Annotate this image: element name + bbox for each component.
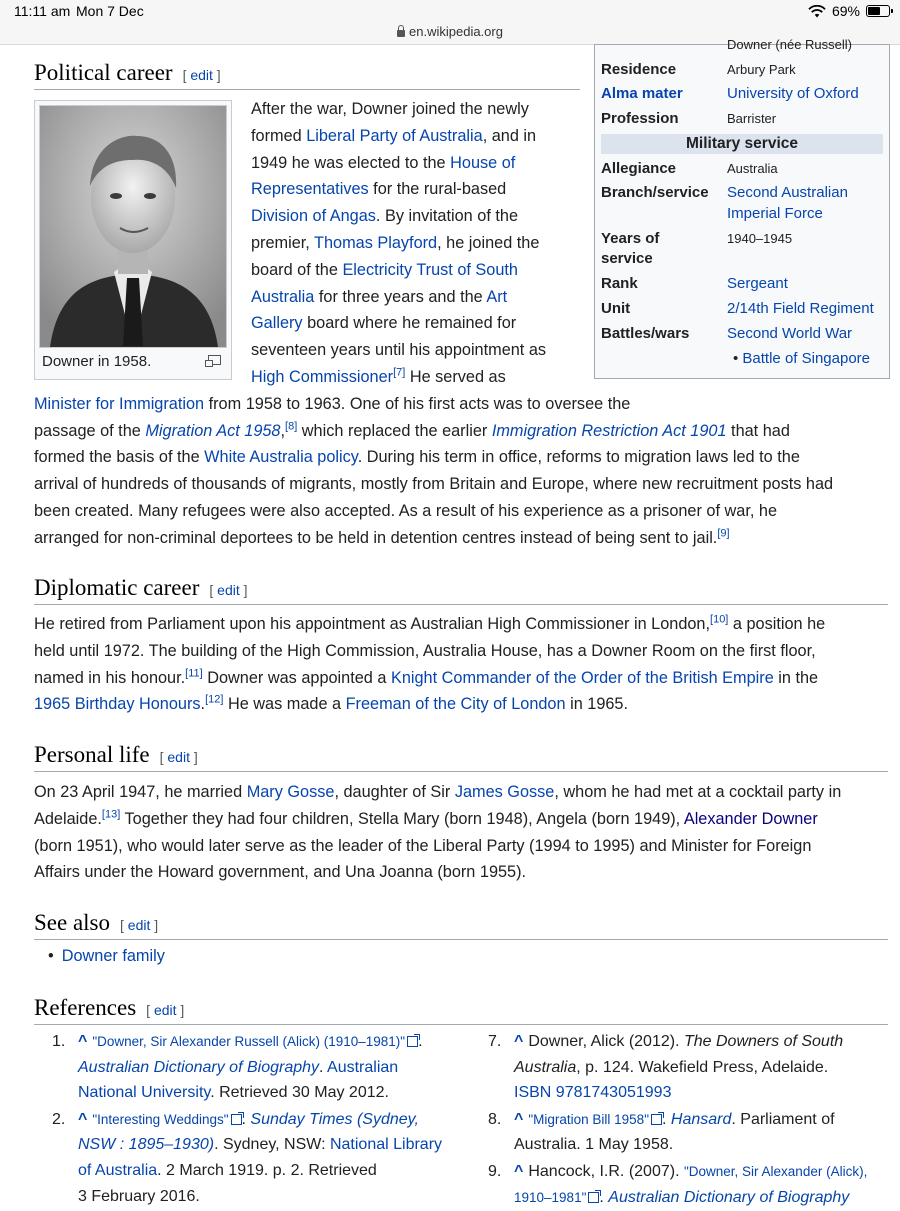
battery-icon (866, 5, 890, 17)
text-line: board of the Electricity Trust of South (251, 260, 518, 279)
external-link-icon (651, 1114, 662, 1125)
see-also-downer-family[interactable]: Downer family (61, 947, 165, 965)
text-line: seventeen years until his appointment as (251, 341, 547, 360)
reference-line: Australia, p. 124. Wakefield Press, Adelaide. (514, 1058, 829, 1076)
heading-text: Political career (34, 60, 173, 85)
wiki-link-italic[interactable]: Immigration Restriction Act 1901 (491, 421, 727, 440)
heading-text: See also (34, 910, 111, 935)
wiki-link[interactable]: Division of Angas (251, 207, 376, 226)
reference-line: ^ "Downer, Sir Alexander Russell (Alick) (1910–1981)" . (78, 1033, 423, 1050)
text-line: Division of Angas. By invitation of the (251, 207, 518, 226)
text-line: He retired from Parliament upon his appointment as Australian High Commissioner in London,[10] a position he (34, 613, 826, 633)
text-line: Affairs under the Howard government, and Una Joanna (born 1955). (34, 863, 527, 882)
citation (185, 667, 203, 679)
wiki-link-italic[interactable]: Hansard (670, 1110, 732, 1128)
references-list-right (470, 1029, 890, 1211)
wiki-link-italic[interactable]: Australian Dictionary of Biography (608, 1188, 850, 1206)
reference-item (470, 1107, 890, 1158)
backlink-caret[interactable]: ^ (78, 1110, 88, 1128)
text-line: held until 1972. The building of the High Commission, Australia House, has a Downer Room on the first floor, (34, 641, 816, 660)
status-bar (0, 0, 900, 22)
infobox-value: 1940–1945 (727, 231, 793, 246)
citation (710, 614, 728, 626)
citation (205, 694, 223, 706)
edit-diplomatic-career[interactable]: edit (217, 582, 240, 598)
citation (285, 420, 297, 432)
text-line: premier, Thomas Playford, he joined the (251, 233, 540, 252)
reference-line: ^ "Migration Bill 1958" . Hansard. Parliament of (514, 1110, 835, 1128)
text-line: Gallery board where he remained for (251, 314, 517, 333)
reference-line: National University. Retrieved 30 May 2012. (78, 1084, 389, 1102)
wiki-link[interactable]: Australian (327, 1058, 399, 1076)
text-line: arranged for non-criminal deportees to be held in detention centres instead of being sent to jail.[9] (34, 527, 730, 547)
status-right (808, 3, 890, 19)
wiki-link-italic[interactable]: Sunday Times (Sydney, (250, 1110, 419, 1128)
heading-text: References (34, 995, 137, 1020)
reference-line: Australian Dictionary of Biography. Australian (78, 1058, 399, 1076)
wiki-link[interactable]: Art (486, 287, 508, 306)
reference-line (514, 1080, 890, 1106)
infobox-label: Profession (601, 110, 679, 127)
text-line: 1949 he was elected to the House of (251, 153, 516, 172)
wiki-link-italic[interactable]: Migration Act 1958 (145, 421, 281, 440)
wiki-link[interactable]: Australia (251, 287, 315, 306)
text-line: After the war, Downer joined the newly (251, 100, 529, 118)
reference-number: 7. (488, 1033, 502, 1050)
edit-personal-life[interactable]: edit (167, 749, 190, 765)
edit-see-also[interactable]: edit (127, 917, 151, 933)
wiki-link[interactable]: Thomas Playford (314, 233, 438, 252)
text-line: been created. Many refugees were also accepted. As a result of his experience as a prisoner of war, he (34, 501, 778, 520)
infobox-cut-text: Downer (née Russell) (727, 37, 852, 52)
backlink-caret[interactable]: ^ (514, 1033, 524, 1050)
paragraph-political-career (34, 96, 894, 552)
battery-percent: 69% (831, 3, 860, 19)
wiki-link[interactable]: Knight Commander of the Order of the British Empire (390, 668, 774, 687)
citation-link[interactable]: [9] (717, 527, 730, 540)
infobox-bullet: • Battle of Singapore (733, 350, 871, 367)
list-item (48, 947, 165, 966)
edit-link-container: [ edit ] (159, 749, 198, 765)
heading-references (34, 995, 888, 1025)
reference-number: 1. (52, 1033, 66, 1050)
reference-line: NSW : 1895–1930). Sydney, NSW: National Library (78, 1136, 443, 1154)
edit-link-container: [ edit ] (182, 67, 221, 83)
citation-link[interactable]: [7] (393, 366, 406, 379)
infobox-value-link[interactable]: Second World War (727, 325, 853, 342)
infobox-value-link[interactable]: Battle of Singapore (742, 350, 871, 367)
url-domain[interactable]: en.wikipedia.org (409, 24, 503, 39)
wiki-link[interactable]: Electricity Trust of South (342, 260, 518, 279)
citation-link[interactable]: [8] (285, 420, 298, 433)
reference-number: 9. (488, 1162, 502, 1180)
heading-text: Diplomatic career (34, 575, 200, 600)
reference-line: Australia. 1 May 1958. (514, 1136, 674, 1154)
heading-text: Personal life (34, 742, 150, 767)
wiki-link[interactable]: ISBN 9781743051993 (514, 1084, 672, 1102)
heading-diplomatic-career (34, 575, 888, 605)
external-link-icon (588, 1192, 599, 1203)
wiki-link[interactable]: House of (450, 153, 516, 172)
reference-number: 8. (488, 1110, 502, 1128)
citation-link[interactable]: [12] (205, 693, 224, 706)
wiki-link[interactable]: Liberal Party of Australia (306, 126, 483, 145)
wiki-link[interactable]: Gallery (251, 314, 303, 333)
text-line: Representatives for the rural-based (251, 180, 507, 199)
edit-references[interactable]: edit (153, 1002, 177, 1018)
infobox-label: Years of (601, 230, 660, 247)
backlink-caret[interactable]: ^ (78, 1033, 88, 1050)
infobox-label: Unit (601, 300, 631, 317)
edit-link-container: [ edit ] (146, 1002, 185, 1018)
wifi-icon (808, 5, 826, 18)
wiki-link-visited[interactable]: Alexander Downer (683, 809, 818, 828)
wiki-link[interactable]: James Gosse (454, 783, 555, 801)
wiki-link[interactable]: of Australia (78, 1161, 158, 1179)
text-line: On 23 April 1947, he married Mary Gosse, daughter of Sir James Gosse, whom he had met at a cocktail party in (34, 783, 842, 801)
text-line: 1965 Birthday Honours.[12] He was made a Freeman of the City of London in 1965. (34, 693, 629, 714)
reference-line: ^ "Interesting Weddings" . Sunday Times (Sydney, (78, 1110, 419, 1128)
wiki-link-italic[interactable]: NSW : 1895–1930) (78, 1136, 215, 1154)
edit-link-container: [ edit ] (120, 917, 159, 933)
wiki-link[interactable]: Representatives (251, 180, 369, 199)
external-link[interactable]: "Downer, Sir Alexander Russell (Alick) (1910–1981)" (92, 1034, 406, 1049)
references-list-left (34, 1029, 454, 1210)
external-link[interactable]: "Downer, Sir Alexander (Alick), (683, 1163, 868, 1179)
external-link-icon (407, 1036, 418, 1047)
wiki-link[interactable]: National University (78, 1084, 211, 1102)
reference-item (470, 1029, 890, 1106)
infobox-value-link[interactable]: 2/14th Field Regiment (727, 300, 874, 317)
text-line: Adelaide.[13] Together they had four children, Stella Mary (born 1948), Angela (born 1949), Alexander Downer (34, 808, 818, 828)
citation (393, 367, 405, 379)
infobox-label: Rank (601, 275, 638, 292)
text-line: passage of the Migration Act 1958,[8] which replaced the earlier Immigration Restriction Act 1901 that had (34, 420, 790, 440)
external-link[interactable]: "Migration Bill 1958" (528, 1111, 649, 1127)
reference-number: 2. (52, 1110, 66, 1128)
external-link-icon (231, 1114, 242, 1125)
infobox-label: Residence (601, 61, 677, 78)
heading-personal-life (34, 742, 888, 772)
text-line: named in his honour.[11] Downer was appointed a Knight Commander of the Order of the British Empire in the (34, 667, 819, 687)
text-line: (born 1951), who would later serve as the leader of the Liberal Party (1994 to 1995) and Minister for Foreign (34, 836, 812, 855)
paragraph-personal-life (34, 779, 894, 886)
status-time: 11:11 am (14, 3, 71, 19)
edit-link-container: [ edit ] (209, 582, 248, 598)
wiki-link[interactable]: White Australia policy (204, 448, 358, 467)
reference-item (34, 1029, 454, 1106)
reference-item (470, 1159, 890, 1210)
wiki-link[interactable]: Mary Gosse (246, 783, 335, 801)
wiki-link[interactable]: Freeman of the City of London (345, 695, 566, 714)
reference-line: of Australia. 2 March 1919. p. 2. Retrieved (78, 1161, 377, 1179)
backlink-caret[interactable]: ^ (514, 1110, 524, 1128)
citation-link[interactable]: [11] (185, 667, 203, 680)
text-line: Minister for Immigration from 1958 to 1963. One of his first acts was to oversee the (34, 394, 631, 413)
infobox-value: Australia (727, 161, 778, 176)
text-line: arrival of hundreds of thousands of migrants, mostly from Britain and Europe, where new recruitment posts had (34, 475, 834, 494)
wiki-link[interactable]: 1965 Birthday Honours (34, 695, 201, 714)
infobox-value: Barrister (727, 111, 777, 126)
citation-link[interactable]: [10] (710, 613, 729, 626)
infobox-label: Allegiance (601, 160, 677, 177)
text-line: High Commissioner[7] He served as (251, 366, 506, 386)
status-date: Mon 7 Dec (76, 3, 144, 19)
infobox-value-link[interactable]: Imperial Force (727, 205, 823, 222)
infobox-value-link[interactable]: Second Australian (727, 184, 848, 201)
reference-item (34, 1107, 454, 1209)
lock-icon (397, 30, 405, 37)
edit-political-career[interactable]: edit (190, 67, 213, 83)
italic-text: Australia (514, 1058, 577, 1076)
infobox-value-link[interactable]: University of Oxford (727, 85, 859, 102)
infobox-label: service (601, 250, 653, 267)
infobox-section-military: Military service (601, 134, 883, 154)
reference-line: ^ Hancock, I.R. (2007). "Downer, Sir Alexander (Alick), (514, 1162, 868, 1180)
heading-see-also (34, 910, 888, 940)
text-line: formed Liberal Party of Australia, and in (251, 126, 537, 145)
external-link[interactable]: "Interesting Weddings" (92, 1111, 229, 1127)
external-link[interactable]: 1910–1981" (514, 1189, 587, 1205)
wiki-link[interactable]: National Library (329, 1136, 443, 1154)
wiki-link[interactable]: Minister for Immigration (34, 394, 205, 413)
citation (717, 527, 729, 539)
infobox-value-link[interactable]: Sergeant (727, 275, 788, 292)
reference-line: 1910–1981" . Australian Dictionary of Biography (514, 1188, 850, 1206)
infobox-value: Arbury Park (727, 62, 796, 77)
infobox-label: Branch/service (601, 184, 709, 201)
infobox-label: Battles/wars (601, 325, 690, 342)
citation-link[interactable]: [13] (101, 808, 121, 821)
figure-caption: Downer in 1958. (42, 353, 152, 370)
italic-text: The Downers of South (683, 1033, 844, 1050)
backlink-caret[interactable]: ^ (514, 1162, 524, 1180)
paragraph-diplomatic-career (34, 611, 894, 718)
reference-line: 3 February 2016. (78, 1187, 200, 1205)
text-line: Australia for three years and the Art (251, 287, 508, 306)
wiki-link-italic[interactable]: Australian Dictionary of Biography (78, 1058, 320, 1076)
see-also-list (48, 947, 165, 966)
citation (102, 808, 120, 820)
text-line: formed the basis of the White Australia policy. During his term in office, reforms to migration laws led to the (34, 448, 800, 467)
infobox-label-link[interactable]: Alma mater (601, 85, 683, 102)
wiki-link[interactable]: High Commissioner (251, 367, 394, 386)
reference-line: ^ Downer, Alick (2012). The Downers of South (514, 1033, 844, 1050)
heading-political-career (34, 60, 580, 90)
